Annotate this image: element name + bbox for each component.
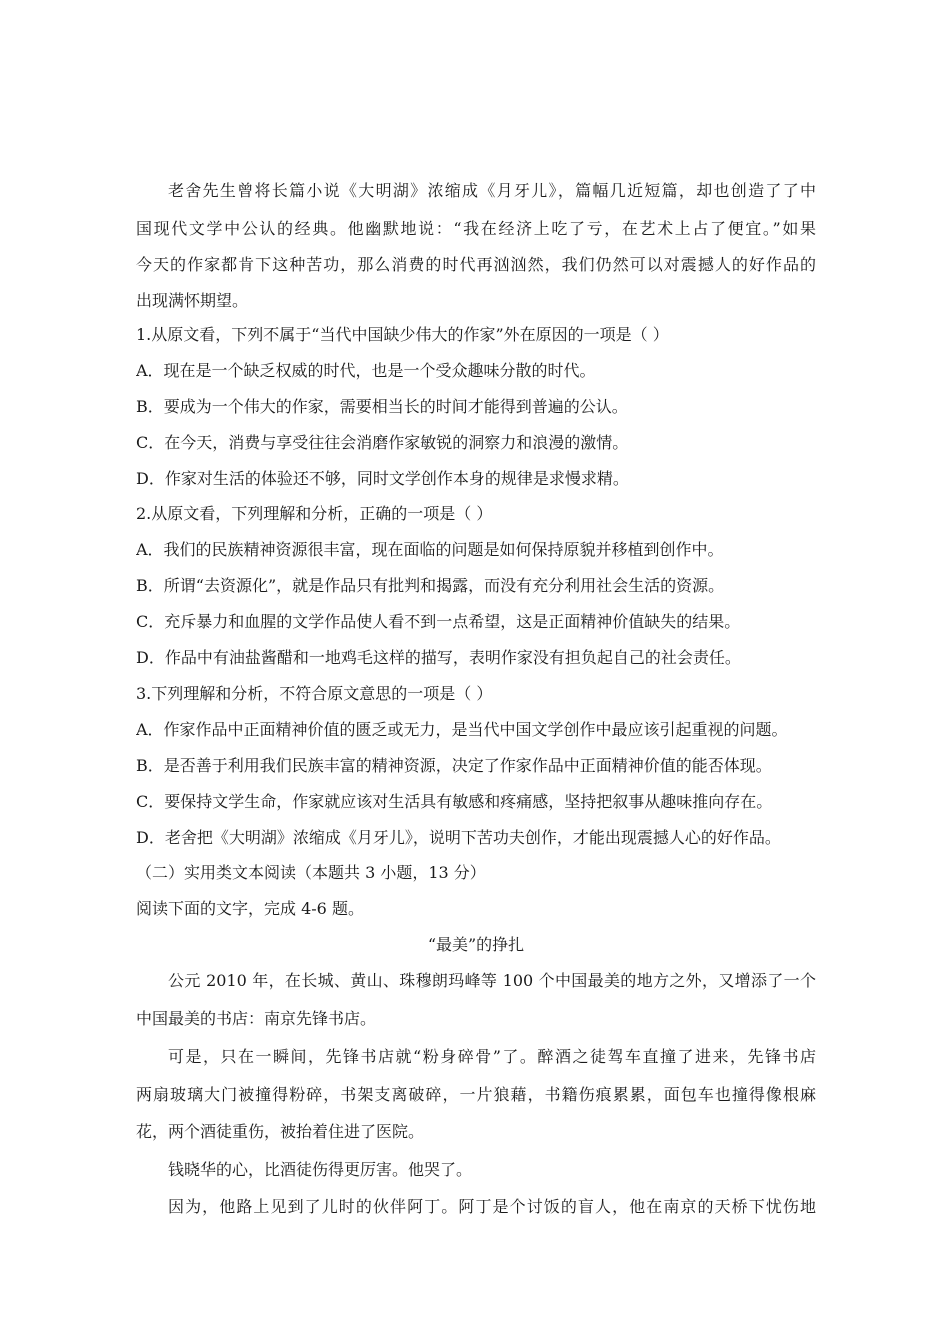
article-line: 公元 2010 年，在长城、黄山、珠穆朗玛峰等 100 个中国最美的地方之外，又增添了一个 xyxy=(168,971,816,990)
question-3-stem: 3.下列理解和分析，不符合原文意思的一项是（ ） xyxy=(136,684,493,703)
question-2-option-c: C．充斥暴力和血腥的文学作品使人看不到一点希望，这是正面精神价值缺失的结果。 xyxy=(136,612,741,631)
section-heading: （二）实用类文本阅读（本题共 3 小题，13 分） xyxy=(136,863,486,882)
question-2-stem: 2.从原文看，下列理解和分析，正确的一项是（ ） xyxy=(136,504,493,523)
article-line: 中国最美的书店：南京先锋书店。 xyxy=(136,1009,377,1028)
question-3-option-b: B．是否善于利用我们民族丰富的精神资源，决定了作家作品中正面精神价值的能否体现。 xyxy=(136,756,772,775)
article-line: 钱晓华的心，比酒徒伤得更厉害。他哭了。 xyxy=(168,1160,473,1179)
article-line: 两扇玻璃大门被撞得粉碎，书架支离破碎，一片狼藉，书籍伤痕累累，面包车也撞得像根麻 xyxy=(136,1085,816,1104)
question-1-option-d: D．作家对生活的体验还不够，同时文学创作本身的规律是求慢求精。 xyxy=(136,469,629,488)
question-2-option-b: B．所谓“去资源化”，就是作品只有批判和揭露，而没有充分利用社会生活的资源。 xyxy=(136,576,725,595)
question-1-option-a: A．现在是一个缺乏权威的时代，也是一个受众趣味分散的时代。 xyxy=(136,361,596,380)
article-line: 花，两个酒徒重伤，被抬着住进了医院。 xyxy=(136,1122,425,1141)
question-1-stem: 1.从原文看，下列不属于“当代中国缺少伟大的作家”外在原因的一项是（ ） xyxy=(136,325,669,344)
passage-line: 今天的作家都肯下这种苦功，那么消费的时代再汹汹然，我们仍然可以对震撼人的好作品的 xyxy=(136,255,816,274)
question-3-option-a: A．作家作品中正面精神价值的匮乏或无力，是当代中国文学创作中最应该引起重视的问题。 xyxy=(136,720,788,739)
passage-line: 国现代文学中公认的经典。他幽默地说：“我在经济上吃了亏，在艺术上占了便宜。”如果 xyxy=(136,219,816,238)
question-1-option-b: B．要成为一个伟大的作家，需要相当长的时间才能得到普遍的公认。 xyxy=(136,397,628,416)
question-2-option-d: D．作品中有油盐酱醋和一地鸡毛这样的描写，表明作家没有担负起自己的社会责任。 xyxy=(136,648,741,667)
passage-line: 老舍先生曾将长篇小说《大明湖》浓缩成《月牙儿》，篇幅几近短篇，却也创造了了中 xyxy=(168,181,816,200)
section-instruction: 阅读下面的文字，完成 4-6 题。 xyxy=(136,899,364,918)
article-line: 因为，他路上见到了儿时的伙伴阿丁。阿丁是个讨饭的盲人，他在南京的天桥下忧伤地 xyxy=(168,1197,816,1216)
article-line: 可是，只在一瞬间，先锋书店就“粉身碎骨”了。醉酒之徒驾车直撞了进来，先锋书店 xyxy=(168,1047,816,1066)
passage-line: 出现满怀期望。 xyxy=(136,291,249,310)
article-title: “最美”的挣扎 xyxy=(427,935,525,954)
question-2-option-a: A．我们的民族精神资源很丰富，现在面临的问题是如何保持原貌并移植到创作中。 xyxy=(136,540,724,559)
question-3-option-d: D．老舍把《大明湖》浓缩成《月牙儿》，说明下苦功夫创作，才能出现震撼人心的好作品。 xyxy=(136,828,781,847)
question-1-option-c: C．在今天，消费与享受往往会消磨作家敏锐的洞察力和浪漫的激情。 xyxy=(136,433,629,452)
question-3-option-c: C．要保持文学生命，作家就应该对生活具有敏感和疼痛感，坚持把叙事从趣味推向存在。 xyxy=(136,792,773,811)
